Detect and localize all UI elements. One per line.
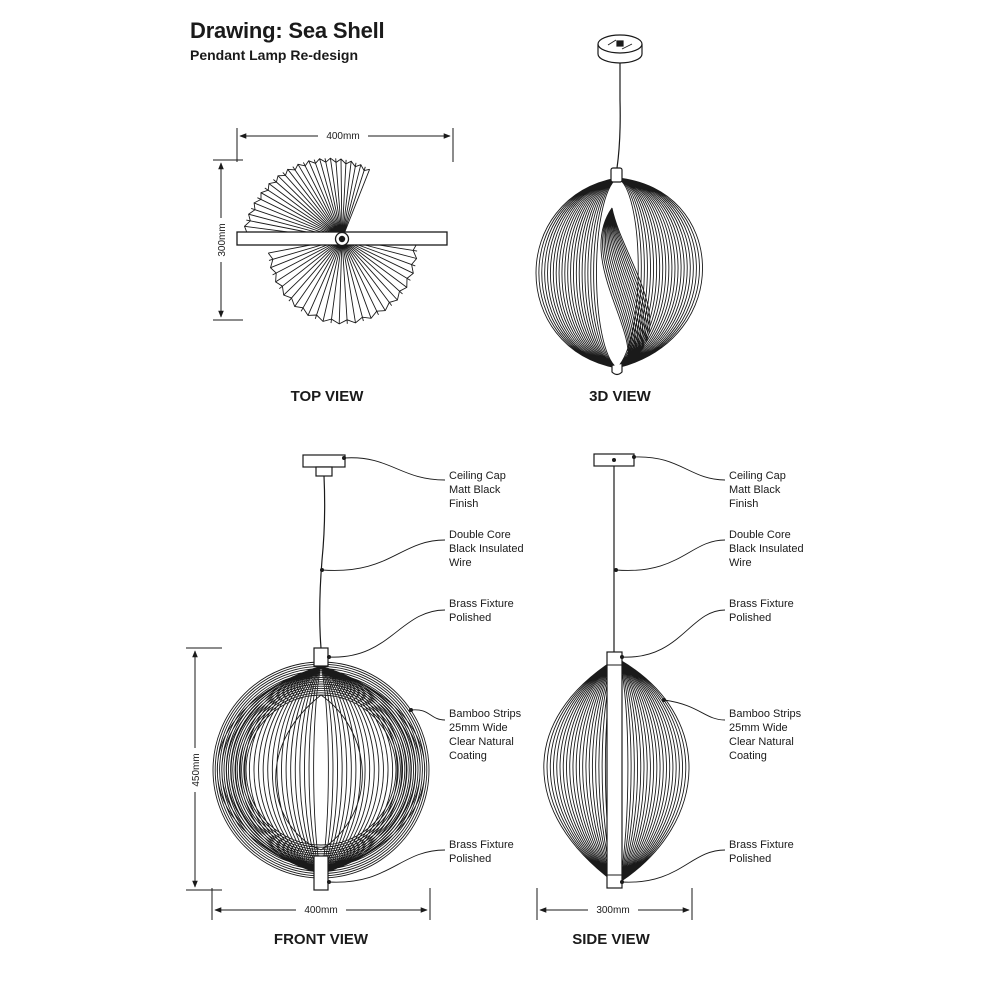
top-height-label: 300mm bbox=[217, 223, 228, 257]
front-lamp-shell bbox=[213, 662, 429, 878]
front-callout-top-fixture: Brass Fixture Polished bbox=[449, 598, 514, 624]
side-center-bar bbox=[607, 652, 622, 888]
front-height-label: 450mm bbox=[191, 753, 202, 787]
front-view bbox=[186, 455, 524, 948]
3d-view-label: 3D VIEW bbox=[589, 388, 651, 405]
front-callout-ceiling-cap: Ceiling Cap Matt Black Finish bbox=[449, 470, 506, 510]
front-ceiling-cap bbox=[303, 455, 345, 467]
top-view-label: TOP VIEW bbox=[290, 388, 364, 405]
top-view-hub-center bbox=[339, 236, 345, 242]
side-callout-top-fixture: Brass Fixture Polished bbox=[729, 598, 794, 624]
front-callout-bamboo: Bamboo Strips 25mm Wide Clear Natural Coating bbox=[449, 708, 522, 762]
side-width-label: 300mm bbox=[596, 905, 630, 916]
side-callout-bottom-fixture: Brass Fixture Polished bbox=[729, 839, 794, 865]
3d-lamp-shell bbox=[536, 178, 703, 368]
top-view bbox=[213, 128, 453, 405]
drawing-title: Drawing: Sea Shell bbox=[190, 18, 385, 43]
3d-view bbox=[536, 35, 703, 405]
front-top-fixture bbox=[314, 648, 328, 666]
front-callout-bottom-fixture: Brass Fixture Polished bbox=[449, 839, 514, 865]
front-width-label: 400mm bbox=[304, 905, 338, 916]
drawing-subtitle: Pendant Lamp Re-design bbox=[190, 47, 359, 63]
3d-wire bbox=[617, 63, 620, 168]
3d-ceiling-cap bbox=[598, 35, 642, 63]
side-view bbox=[537, 454, 804, 948]
side-callout-wire: Double Core Black Insulated Wire bbox=[729, 529, 804, 569]
front-ceiling-cap-base bbox=[316, 467, 332, 476]
side-callout-bamboo: Bamboo Strips 25mm Wide Clear Natural Coating bbox=[729, 708, 802, 762]
side-callout-texts bbox=[729, 470, 804, 865]
side-view-label: SIDE VIEW bbox=[572, 931, 650, 948]
side-ceiling-cap-screw bbox=[612, 458, 616, 462]
3d-brass-fixture bbox=[611, 168, 622, 182]
top-width-label: 400mm bbox=[326, 131, 360, 142]
front-view-label: FRONT VIEW bbox=[273, 931, 369, 948]
front-bottom-fixture bbox=[314, 856, 328, 890]
front-callout-texts bbox=[449, 470, 524, 865]
front-callout-wire: Double Core Black Insulated Wire bbox=[449, 529, 524, 569]
side-callout-ceiling-cap: Ceiling Cap Matt Black Finish bbox=[729, 470, 786, 510]
front-wire bbox=[320, 476, 325, 648]
